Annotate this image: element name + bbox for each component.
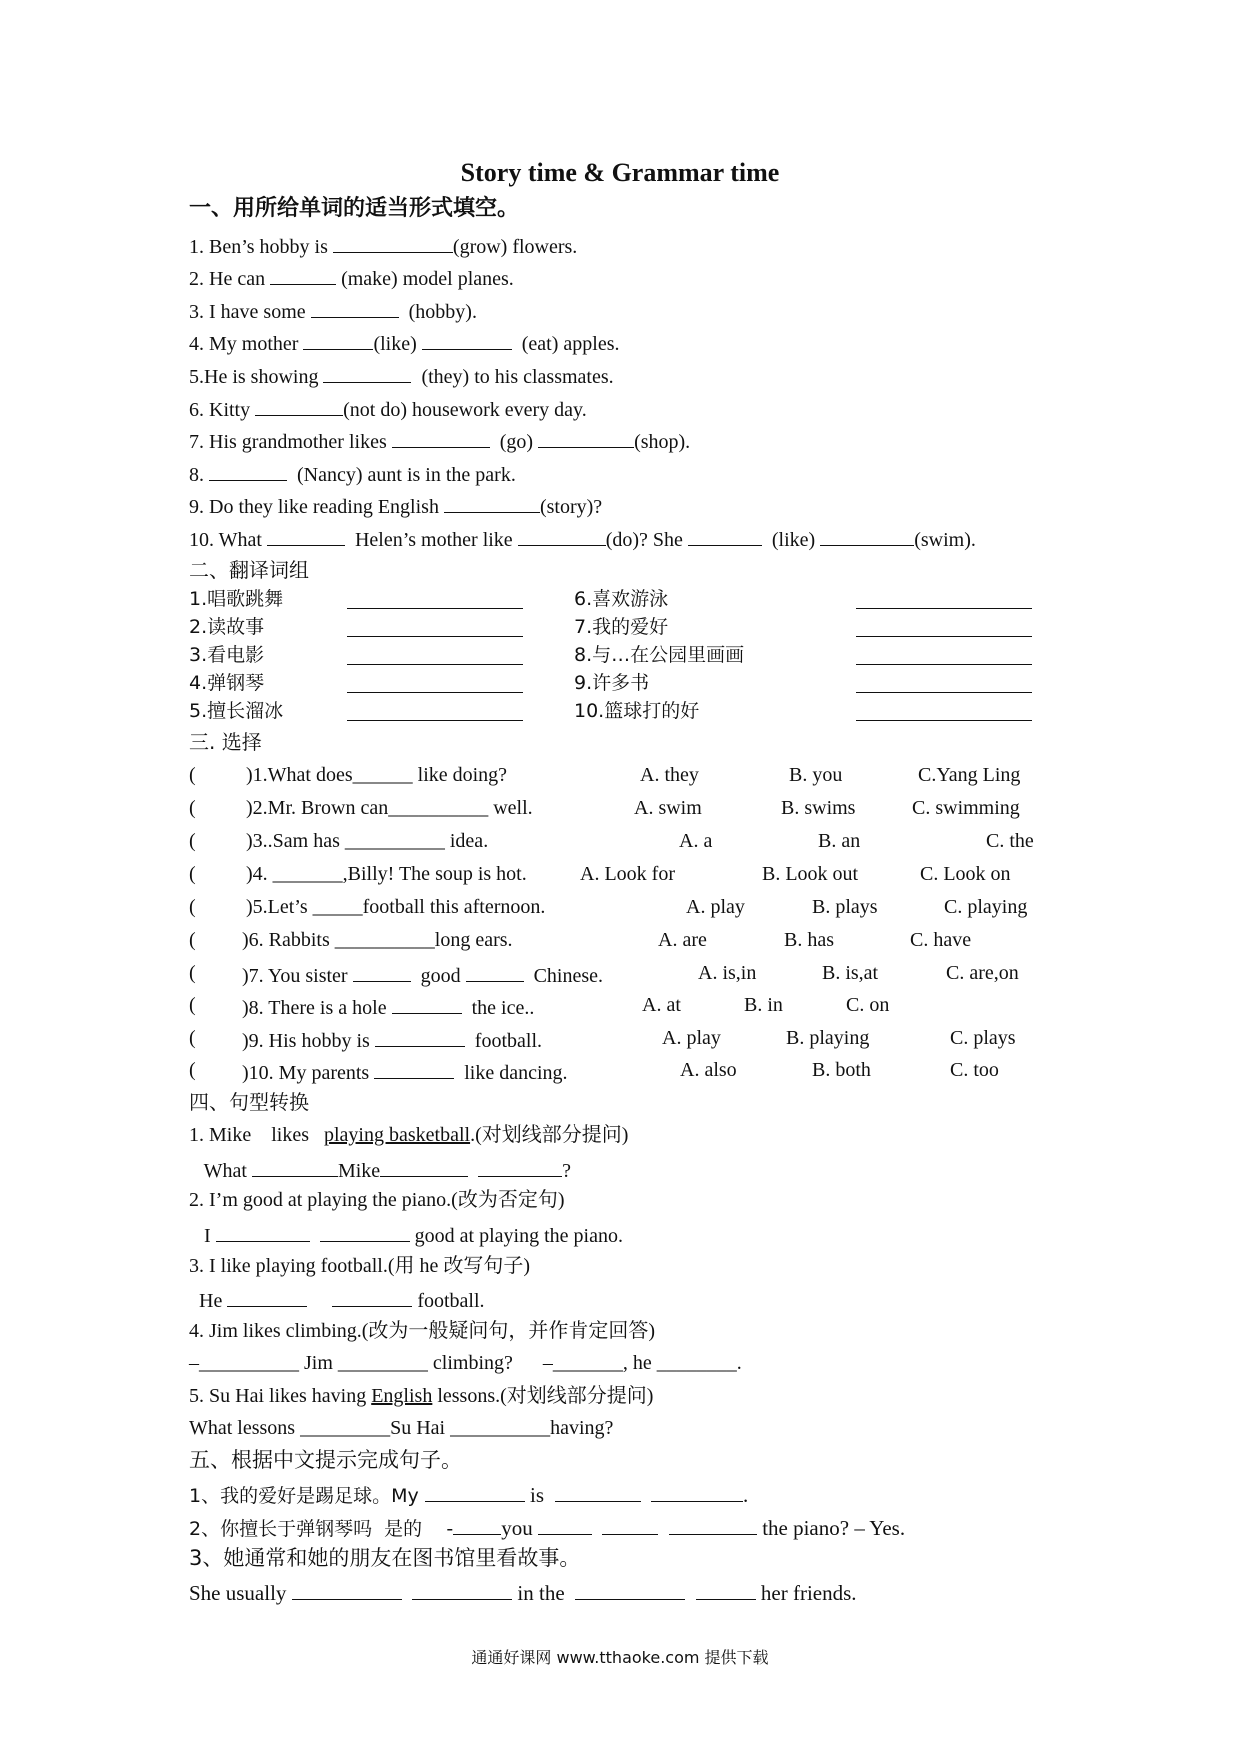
s1-item-4: 4. My mother (like) (eat) apples. [189,333,620,355]
s3-q10-c: C. too [950,1059,999,1081]
blank [267,527,345,546]
blank [332,1288,412,1307]
blank [651,1483,743,1502]
blank [856,618,1032,637]
answer-paren: ( [189,1027,196,1049]
s3-q1: )1.What does______ like doing? [246,764,508,786]
blank [333,234,453,253]
s5-line-4: She usually in the her friends. [189,1581,857,1605]
s3-q1-c: C.Yang Ling [918,764,1021,786]
s2-right-4: 9.许多书 [574,672,650,694]
s3-q3-a: A. a [679,830,713,852]
s3-q6: )6. Rabbits __________long ears. [242,929,513,951]
s4-line-7: 4. Jim likes climbing.(改为一般疑问句，并作肯定回答) [189,1320,656,1342]
s2-left-1: 1.唱歌跳舞 [189,588,284,610]
s3-q10-a: A. also [680,1059,737,1081]
section4-heading: 四、句型转换 [189,1090,309,1114]
s3-q1-a: A. they [640,764,699,786]
s4-line-9: 5. Su Hai likes having English lessons.(对划线部分提问) [189,1385,654,1407]
blank [478,1158,562,1177]
s2-left-4: 4.弹钢琴 [189,672,265,694]
s1-item-1: 1. Ben’s hobby is (grow) flowers. [189,236,578,258]
s4-line-1: 1. Mike likes playing basketball.(对划线部分提问) [189,1124,629,1146]
blank [538,429,634,448]
blank [518,527,606,546]
underlined-phrase: playing basketball [324,1124,471,1146]
blank [209,462,287,481]
s3-q4: )4. _______,Billy! The soup is hot. [246,863,527,885]
s1-item-8: 8. (Nancy) aunt is in the park. [189,464,516,486]
blank [669,1516,757,1535]
page-title: Story time & Grammar time [460,158,780,187]
footer-source: 通通好课网 www.tthaoke.com 提供下载 [471,1648,769,1667]
s1-item-10: 10. What Helen’s mother like (do)? She (like) (swim). [189,529,976,551]
blank [444,494,540,513]
s1-item-2: 2. He can (make) model planes. [189,268,514,290]
s5-line-3: 3、她通常和她的朋友在图书馆里看故事。 [189,1546,581,1570]
s1-item-9: 9. Do they like reading English (story)? [189,496,603,518]
s2-right-3: 8.与…在公园里画画 [574,644,745,666]
s3-q6-c: C. have [910,929,972,951]
blank [311,299,399,318]
section5-heading: 五、根据中文提示完成句子。 [189,1448,462,1472]
s1-item-3: 3. I have some (hobby). [189,301,477,323]
blank [255,397,343,416]
blank [292,1581,402,1600]
blank [575,1581,685,1600]
blank [347,674,523,693]
answer-paren: ( [189,929,196,951]
s4-line-10: What lessons _________Su Hai __________having? [189,1417,614,1439]
blank [380,1158,468,1177]
answer-paren: ( [189,962,196,984]
blank [347,702,523,721]
blank [555,1483,641,1502]
s3-q4-a: A. Look for [580,863,675,885]
answer-paren: ( [189,797,196,819]
s3-q2: )2.Mr. Brown can__________ well. [246,797,533,819]
s3-q9: )9. His hobby is football. [242,1030,543,1052]
answer-paren: ( [189,896,196,918]
blank [425,1483,525,1502]
s3-q10: )10. My parents like dancing. [242,1062,568,1084]
s3-q4-b: B. Look out [762,863,859,885]
s3-q5-a: A. play [686,896,745,918]
blank [320,1223,410,1242]
s3-q3: )3..Sam has __________ idea. [246,830,489,852]
s3-q9-b: B. playing [786,1027,870,1049]
answer-paren: ( [189,830,196,852]
answer-paren: ( [189,863,196,885]
s3-q7-b: B. is,at [822,962,879,984]
s3-q5-c: C. playing [944,896,1028,918]
blank [466,963,524,982]
s3-q6-b: B. has [784,929,834,951]
s5-line-2: 2、你擅长于弹钢琴吗 是的 - you the piano? – Yes. [189,1516,906,1540]
blank [252,1158,338,1177]
section2-heading: 二、翻译词组 [189,558,309,582]
s2-right-2: 7.我的爱好 [574,616,669,638]
answer-paren: ( [189,764,196,786]
blank [303,331,373,350]
blank [392,995,462,1014]
s3-q5-b: B. plays [812,896,878,918]
blank [347,646,523,665]
s3-q8-a: A. at [642,994,681,1016]
s3-q7-a: A. is,in [698,962,757,984]
s2-left-2: 2.读故事 [189,616,265,638]
s4-line-8: –__________ Jim _________ climbing? –_______, he ________. [189,1352,742,1374]
s3-q7-c: C. are,on [946,962,1019,984]
blank [856,646,1032,665]
section1-heading: 一、用所给单词的适当形式填空。 [189,196,520,221]
s2-right-1: 6.喜欢游泳 [574,588,669,610]
blank [820,527,914,546]
s1-item-5: 5.He is showing (they) to his classmates. [189,366,614,388]
section3-heading: 三. 选择 [189,730,262,754]
blank [374,1060,454,1079]
blank [347,590,523,609]
s3-q5: )5.Let’s _____football this afternoon. [246,896,546,918]
s4-line-3: 2. I’m good at playing the piano.(改为否定句) [189,1189,565,1211]
s2-right-5: 10.篮球打的好 [574,700,700,722]
s3-q7: )7. You sister good Chinese. [242,965,604,987]
s3-q9-a: A. play [662,1027,721,1049]
s4-line-5: 3. I like playing football.(用 he 改写句子) [189,1255,531,1277]
answer-paren: ( [189,994,196,1016]
blank [270,266,336,285]
s3-q4-c: C. Look on [920,863,1011,885]
blank [216,1223,310,1242]
s3-q8-b: B. in [744,994,783,1016]
s3-q2-b: B. swims [781,797,856,819]
blank [375,1028,465,1047]
s3-q3-c: C. the [986,830,1034,852]
blank [856,590,1032,609]
blank [688,527,762,546]
s3-q2-a: A. swim [634,797,702,819]
blank [347,618,523,637]
s1-item-6: 6. Kitty (not do) housework every day. [189,399,587,421]
s4-line-6: He football. [189,1290,485,1312]
blank [412,1581,512,1600]
blank [856,702,1032,721]
blank [856,674,1032,693]
blank [392,429,490,448]
s3-q8: )8. There is a hole the ice.. [242,997,535,1019]
s3-q3-b: B. an [818,830,861,852]
s4-line-4: I good at playing the piano. [189,1225,623,1247]
blank [422,331,512,350]
blank [602,1516,658,1535]
blank [453,1516,501,1535]
blank [696,1581,756,1600]
blank [227,1288,307,1307]
blank [353,963,411,982]
s3-q10-b: B. both [812,1059,871,1081]
s3-q8-c: C. on [846,994,890,1016]
underlined-phrase: English [371,1385,433,1407]
s4-line-2: What Mike ? [189,1160,572,1182]
s5-line-1: 1、我的爱好是踢足球。My is . [189,1483,749,1507]
s2-left-5: 5.擅长溜冰 [189,700,284,722]
s1-item-7: 7. His grandmother likes (go) (shop). [189,431,691,453]
s3-q9-c: C. plays [950,1027,1016,1049]
s3-q1-b: B. you [789,764,843,786]
blank [538,1516,592,1535]
s3-q2-c: C. swimming [912,797,1020,819]
s3-q6-a: A. are [658,929,707,951]
s2-left-3: 3.看电影 [189,644,265,666]
blank [323,364,411,383]
answer-paren: ( [189,1059,196,1081]
